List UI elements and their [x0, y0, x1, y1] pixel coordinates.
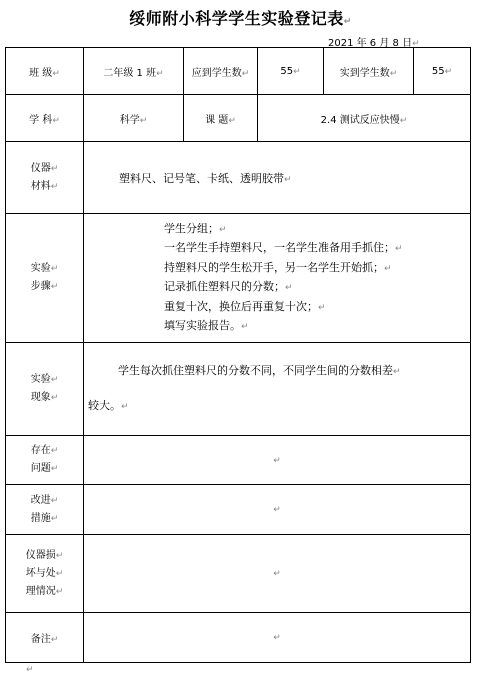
subject-label-cell: 学 科↵: [6, 95, 84, 142]
actual-count-label-cell: 实到学生数↵: [324, 48, 414, 95]
remarks-value-cell: ↵: [84, 613, 471, 663]
improvement-label-cell: 改进↵ 措施↵: [6, 485, 84, 535]
damage-label-cell: 仪器损↵ 坏与处↵ 理情况↵: [6, 535, 84, 613]
problems-value-cell: ↵: [84, 436, 471, 485]
topic-label-cell: 课 题↵: [184, 95, 258, 142]
row-remarks: [6, 613, 471, 663]
row-equipment-materials: [6, 142, 471, 214]
form-title: 绥师附小科学学生实验登记表↵: [129, 9, 352, 28]
row-improvement-measures: [6, 485, 471, 535]
step-line: 重复十次，换位后再重复十次；↵: [164, 299, 326, 313]
row-subject-topic: [6, 95, 471, 142]
class-label-cell: 班 级↵: [6, 48, 84, 95]
equipment-value-cell: 塑料尺、记号笔、卡纸、透明胶带↵: [84, 142, 471, 214]
improvement-value-cell: ↵: [84, 485, 471, 535]
step-line: 持塑料尺的学生松开手，另一名学生开始抓；↵: [164, 260, 392, 274]
steps-value-cell: [84, 214, 471, 343]
subject-value-cell: 科学↵: [84, 95, 184, 142]
problems-label-cell: 存在↵ 问题↵: [6, 436, 84, 485]
step-line: 填写实验报告。↵: [164, 319, 249, 332]
row-existing-problems: [6, 436, 471, 485]
steps-label-cell: 实验↵ 步骤↵: [6, 214, 84, 343]
observation-value-cell: 学生每次抓住塑料尺的分数不同，不同学生间的分数相差↵ 较大。↵: [84, 343, 471, 436]
class-value-cell: 二年级 1 班↵: [84, 48, 184, 95]
expected-count-label-cell: 应到学生数↵: [184, 48, 258, 95]
trailing-paragraph-mark: ↵: [26, 665, 34, 675]
step-line: 学生分组；↵: [164, 221, 227, 235]
row-experiment-observation: [6, 343, 471, 436]
equipment-label-cell: 仪器↵ 材料↵: [6, 142, 84, 214]
damage-value-cell: ↵: [84, 535, 471, 613]
remarks-label-cell: 备注↵: [6, 613, 84, 663]
row-experiment-steps: [6, 214, 471, 343]
row-class-info: [6, 48, 471, 95]
topic-value-cell: 2.4 测试反应快慢↵: [258, 95, 471, 142]
step-line: 记录抓住塑料尺的分数；↵: [164, 280, 293, 293]
row-equipment-damage: [6, 535, 471, 613]
observation-label-cell: 实验↵ 现象↵: [6, 343, 84, 436]
actual-count-value-cell: 55↵: [414, 48, 471, 95]
experiment-form-table: [5, 47, 471, 663]
step-line: 一名学生手持塑料尺，一名学生准备用手抓住；↵: [164, 241, 403, 254]
form-date: 2021 年 6 月 8 日↵: [328, 38, 420, 49]
expected-count-value-cell: 55↵: [258, 48, 324, 95]
